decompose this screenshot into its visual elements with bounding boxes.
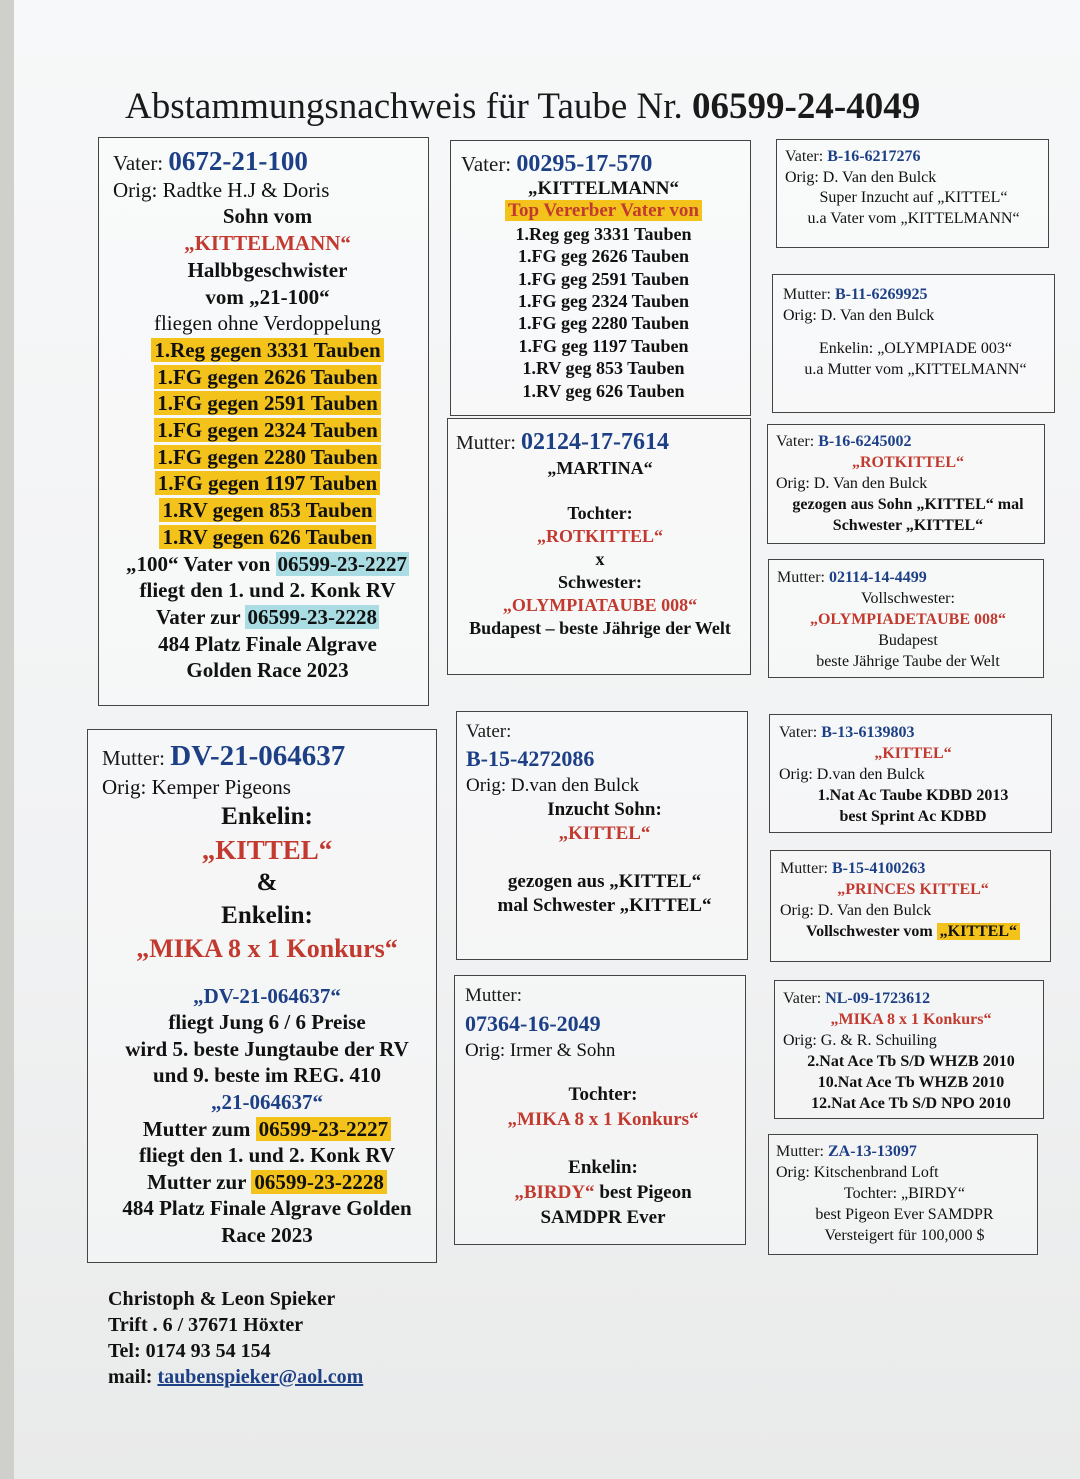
result-item: 1.RV geg 626 Tauben	[522, 380, 685, 401]
offspring-id: 06599-23-2228	[247, 604, 377, 629]
sire-line: fliegt den 1. und 2. Konk RV	[139, 578, 396, 603]
result-item: 1.FG gegen 2280 Tauben	[154, 445, 381, 469]
text: Vater zur	[156, 604, 246, 629]
info-line	[780, 921, 1046, 942]
great-granddam-box	[768, 559, 1044, 678]
vater-label: Vater:	[776, 433, 815, 450]
origin: Orig: D.van den Bulck	[779, 766, 925, 783]
text: „BIRDY“	[514, 1181, 595, 1203]
vater-label: Vater:	[461, 152, 512, 176]
info-line	[465, 1181, 741, 1206]
text: Mutter zur	[147, 1169, 252, 1194]
breeder-mail-line	[108, 1364, 363, 1390]
info-line: Vollschwester:	[861, 590, 955, 607]
great-grandsire-box	[774, 980, 1044, 1119]
info-line: &	[256, 868, 278, 896]
info-line: „KITTEL“	[558, 823, 651, 844]
origin: Orig: D. Van den Bulck	[780, 902, 932, 919]
info-line: „OLYMPIADETAUBE 008“	[809, 611, 1007, 628]
info-line: best Pigeon Ever SAMDPR	[815, 1206, 994, 1223]
pigeon-id: 07364-16-2049	[465, 1010, 601, 1036]
info-line: Tochter:	[568, 1084, 638, 1106]
granddam-id: 02124-17-7614	[521, 429, 669, 455]
result-item: 1.FG gegen 1197 Tauben	[155, 471, 380, 495]
info-line: Race 2023	[221, 1222, 313, 1247]
text: Mutter zum	[142, 1116, 256, 1141]
great-grandsire-box	[769, 714, 1052, 833]
box-header	[776, 1141, 1033, 1162]
info-line: Schwester „KITTEL“	[832, 517, 984, 534]
info-line: „KITTEL“	[201, 834, 333, 865]
dam-id: DV-21-064637	[170, 740, 346, 772]
info-line: fliegt den 1. und 2. Konk RV	[139, 1143, 395, 1168]
info-line: „MIKA 8 x 1 Konkurs“	[136, 933, 398, 963]
great-granddam-box	[770, 850, 1051, 962]
result-item: 1.RV geg 853 Tauben	[522, 358, 685, 379]
sire-results	[113, 337, 422, 551]
info-line: Budapest – beste Jährige der Welt	[469, 618, 731, 638]
grandsire-id: 00295-17-570	[516, 151, 653, 177]
sire-line: Sohn vom	[222, 204, 313, 229]
result-item: 1.FG geg 1197 Tauben	[518, 335, 689, 356]
dam-origin: Orig: Kemper Pigeons	[102, 775, 291, 799]
result-item: 1.RV gegen 626 Tauben	[159, 525, 375, 549]
info-line: „ROTKITTEL“	[536, 526, 664, 546]
mutter-label: Mutter:	[777, 569, 825, 586]
info-line: „21-064637“	[211, 1089, 323, 1114]
top-breeder-label: Top Vererber Vater von	[505, 200, 702, 221]
grandsire-header	[461, 151, 746, 178]
vater-label: Vater:	[783, 990, 822, 1007]
result-item: 1.FG geg 2280 Tauben	[517, 313, 690, 334]
result-item: 1.FG geg 2324 Tauben	[517, 291, 690, 312]
mutter-label: Mutter:	[465, 985, 522, 1006]
origin: Orig: Kitschenbrand Loft	[776, 1164, 939, 1181]
result-item: 1.FG gegen 2626 Tauben	[154, 365, 381, 389]
sire-line	[113, 604, 422, 631]
info-line: Budapest	[878, 632, 938, 649]
info-line: Schwester:	[558, 572, 642, 592]
granddam-box	[447, 418, 751, 675]
vater-label: Vater:	[466, 721, 512, 742]
info-line: x	[595, 549, 605, 569]
info-line: Super Inzucht auf „KITTEL“	[819, 189, 1008, 206]
box-header	[785, 147, 1042, 168]
result-item: 1.FG gegen 2591 Tauben	[154, 391, 381, 415]
result-item: 1.FG geg 2626 Tauben	[517, 246, 690, 267]
text: best Pigeon	[594, 1181, 692, 1203]
vater-label: Vater:	[785, 148, 824, 165]
info-line: Tochter: „BIRDY“	[843, 1185, 966, 1202]
info-line: u.a Mutter vom „KITTELMANN“	[804, 361, 1027, 378]
info-line: und 9. beste im REG. 410	[152, 1063, 382, 1088]
info-line: 12.Nat Ace Tb S/D NPO 2010	[811, 1095, 1011, 1112]
info-line: beste Jährige Taube der Welt	[816, 653, 1000, 670]
sire-line: Golden Race 2023	[186, 658, 349, 683]
origin: Orig: D. Van den Bulck	[776, 475, 928, 492]
result-item: 1.Reg geg 3331 Tauben	[515, 223, 692, 244]
mutter-label: Mutter:	[776, 1143, 824, 1160]
box-header	[779, 722, 1047, 743]
info-line: 1.Nat Ac Taube KDBD 2013	[817, 787, 1009, 804]
info-line: Enkelin:	[221, 802, 313, 830]
page-title	[125, 84, 985, 130]
sire-line	[113, 551, 422, 578]
title-prefix: Abstammungsnachweis für Taube Nr.	[125, 86, 683, 127]
sire-header	[113, 148, 422, 177]
info-line: mal Schwester „KITTEL“	[497, 895, 712, 916]
result-item: 1.RV gegen 853 Tauben	[159, 498, 375, 522]
mutter-label: Mutter:	[783, 286, 831, 303]
info-line	[102, 1116, 432, 1143]
info-line: SAMDPR Ever	[540, 1206, 666, 1228]
text: Vollschwester vom	[805, 923, 937, 940]
info-line: Versteigert für 100,000 $	[824, 1227, 985, 1244]
pigeon-id: 02114-14-4499	[829, 569, 927, 586]
dam-grandsire-box	[456, 711, 748, 960]
dam-header	[102, 740, 432, 774]
info-line: 484 Platz Finale Algrave Golden	[122, 1196, 412, 1221]
great-granddam-box	[772, 274, 1055, 413]
result-item: 1.Reg gegen 3331 Tauben	[151, 338, 383, 362]
pigeon-id: B-13-6139803	[821, 724, 915, 741]
highlight-name: „KITTEL“	[937, 923, 1020, 940]
pigeon-name: „KITTEL“	[874, 745, 952, 762]
box-header	[783, 284, 1048, 305]
box-header	[776, 431, 1040, 452]
sire-id: 0672-21-100	[168, 146, 308, 176]
offspring-id: 06599-23-2228	[251, 1170, 387, 1194]
title-number: 06599-24-4049	[692, 86, 921, 127]
breeder-contact	[108, 1286, 363, 1390]
origin: Orig: D. Van den Bulck	[785, 168, 937, 186]
info-line	[102, 1169, 432, 1196]
sire-origin: Orig: Radtke H.J & Doris	[113, 177, 330, 202]
pigeon-id: B-16-6217276	[827, 148, 921, 165]
pigeon-id: B-11-6269925	[835, 286, 928, 303]
granddam-name: „MARTINA“	[547, 458, 653, 478]
pigeon-name: „PRINCES KITTEL“	[837, 881, 989, 898]
text: mail:	[108, 1366, 158, 1388]
mutter-label: Mutter:	[102, 746, 165, 770]
info-line: best Sprint Ac KDBD	[839, 808, 987, 825]
origin: Orig: D. Van den Bulck	[783, 307, 935, 324]
info-line: „DV-21-064637“	[193, 983, 341, 1008]
origin: Orig: D.van den Bulck	[466, 775, 640, 796]
info-line: Enkelin:	[221, 901, 313, 929]
result-item: 1.FG gegen 2324 Tauben	[154, 418, 381, 442]
pigeon-id: NL-09-1723612	[825, 990, 931, 1007]
info-line: Enkelin: „OLYMPIADE 003“	[818, 340, 1013, 357]
sire-line: vom „21-100“	[205, 284, 330, 309]
sire-box	[98, 137, 429, 706]
email-link[interactable]: taubenspieker@aol.com	[157, 1366, 364, 1388]
grandsire-box	[450, 140, 751, 416]
result-item: 1.FG geg 2591 Tauben	[517, 268, 690, 289]
info-line: „OLYMPIATAUBE 008“	[502, 595, 698, 615]
great-grandsire-box	[767, 424, 1045, 544]
pigeon-id: B-15-4272086	[466, 746, 595, 771]
offspring-id: 06599-23-2227	[277, 551, 408, 576]
great-granddam-box	[768, 1134, 1038, 1255]
info-line: Inzucht Sohn:	[547, 799, 662, 820]
offspring-id: 06599-23-2227	[256, 1117, 392, 1141]
sire-line: „KITTELMANN“	[184, 231, 351, 256]
info-line: Tochter:	[567, 503, 633, 523]
info-line: u.a Vater vom „KITTELMANN“	[807, 209, 1020, 227]
box-header	[777, 567, 1039, 588]
box-header	[780, 858, 1046, 879]
sire-line: Halbbgeschwister	[187, 257, 348, 282]
great-grandsire-box	[776, 139, 1049, 248]
text: „100“ Vater von	[125, 551, 276, 576]
pigeon-id: B-15-4100263	[832, 860, 926, 877]
info-line: 2.Nat Ace Tb S/D WHZB 2010	[807, 1053, 1015, 1070]
mutter-label: Mutter:	[780, 860, 828, 877]
info-line: gezogen aus Sohn „KITTEL“ mal	[792, 496, 1024, 513]
info-line: Enkelin:	[568, 1157, 638, 1179]
breeder-address: Trift . 6 / 37671 Höxter	[108, 1314, 304, 1336]
breeder-name: Christoph & Leon Spieker	[108, 1288, 336, 1310]
granddam-header	[456, 428, 744, 457]
origin: Orig: G. & R. Schuiling	[783, 1032, 937, 1049]
info-line: 10.Nat Ace Tb WHZB 2010	[817, 1074, 1005, 1091]
pigeon-id: B-16-6245002	[818, 433, 912, 450]
pigeon-name: „MIKA 8 x 1 Konkurs“	[830, 1011, 992, 1028]
sire-line: 484 Platz Finale Algrave	[158, 631, 377, 656]
pigeon-name: „ROTKITTEL“	[851, 454, 965, 471]
info-line: „MIKA 8 x 1 Konkurs“	[507, 1108, 699, 1130]
info-line: fliegt Jung 6 / 6 Preise	[168, 1010, 366, 1035]
grandsire-name: „KITTELMANN“	[528, 178, 679, 199]
pigeon-id: ZA-13-13097	[828, 1143, 917, 1160]
sire-line: fliegen ohne Verdoppelung	[153, 311, 382, 336]
box-header	[783, 988, 1039, 1009]
vater-label: Vater:	[113, 151, 164, 175]
info-line: wird 5. beste Jungtaube der RV	[125, 1036, 409, 1061]
breeder-phone: Tel: 0174 93 54 154	[108, 1340, 271, 1362]
info-line: gezogen aus „KITTEL“	[507, 871, 702, 892]
origin: Orig: Irmer & Sohn	[465, 1039, 616, 1061]
dam-box	[87, 729, 437, 1263]
dam-granddam-box	[454, 975, 746, 1245]
vater-label: Vater:	[779, 724, 818, 741]
mutter-label: Mutter:	[456, 432, 516, 454]
